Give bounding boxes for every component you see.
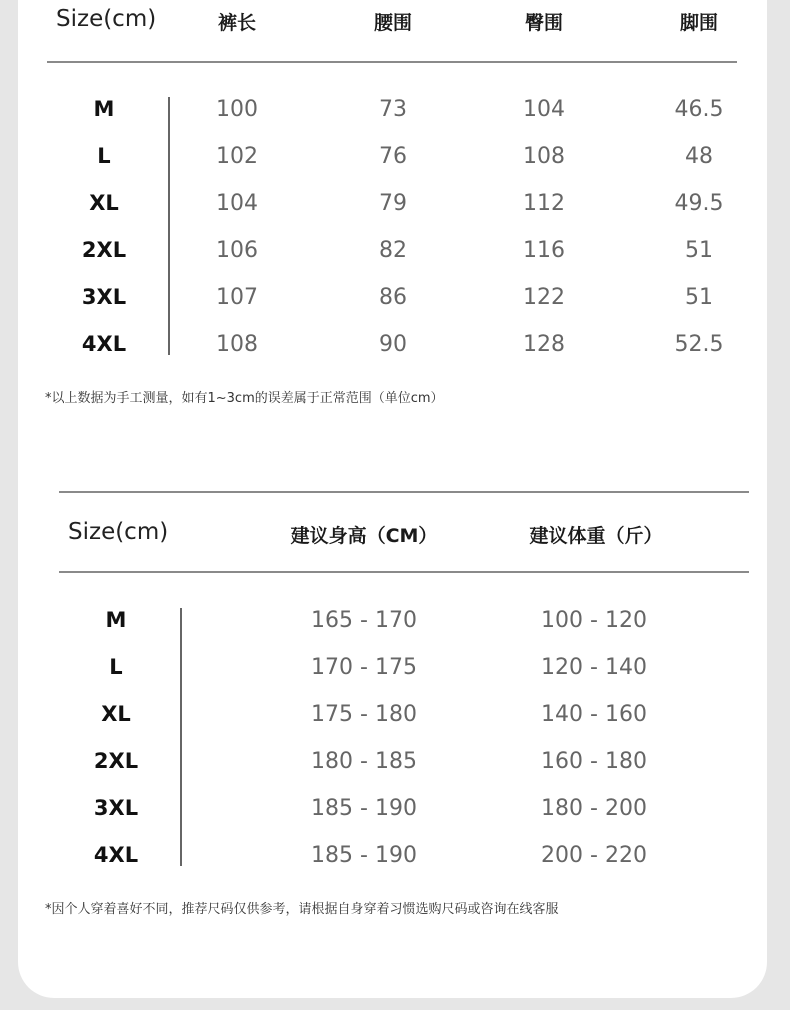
table-row bbox=[18, 97, 767, 137]
weight-range-cell: 120 - 140 bbox=[541, 655, 647, 680]
recommendation-table-header bbox=[18, 515, 767, 555]
waist-cell: 82 bbox=[379, 238, 407, 263]
size-cell: 2XL bbox=[93, 749, 139, 773]
header-leg-opening: 脚围 bbox=[679, 12, 719, 34]
header-waist: 腰围 bbox=[373, 12, 413, 34]
size-cell: XL bbox=[89, 191, 119, 215]
table-row bbox=[18, 655, 767, 695]
size-cell: L bbox=[109, 655, 123, 679]
table-row bbox=[18, 749, 767, 789]
recommendation-header-divider bbox=[59, 571, 749, 573]
leg-opening-cell: 49.5 bbox=[674, 191, 724, 216]
table-row bbox=[18, 144, 767, 184]
waist-cell: 73 bbox=[379, 97, 407, 122]
waist-cell: 86 bbox=[379, 285, 407, 310]
table-row bbox=[18, 238, 767, 278]
table-row bbox=[18, 796, 767, 836]
height-range-cell: 170 - 175 bbox=[311, 655, 417, 680]
measurement-note: *以上数据为手工测量，如有1~3cm的误差属于正常范围（单位cm） bbox=[45, 391, 444, 406]
hip-cell: 108 bbox=[523, 144, 565, 169]
size-cell: L bbox=[97, 144, 111, 168]
table-row bbox=[18, 608, 767, 648]
measurement-table-header bbox=[18, 0, 767, 50]
height-range-cell: 185 - 190 bbox=[311, 796, 417, 821]
weight-range-cell: 140 - 160 bbox=[541, 702, 647, 727]
hip-cell: 116 bbox=[523, 238, 565, 263]
size-cell: 3XL bbox=[81, 285, 127, 309]
height-range-cell: 165 - 170 bbox=[311, 608, 417, 633]
height-range-cell: 185 - 190 bbox=[311, 843, 417, 868]
size-cell: 3XL bbox=[93, 796, 139, 820]
leg-opening-cell: 48 bbox=[685, 144, 713, 169]
leg-opening-cell: 51 bbox=[685, 285, 713, 310]
header-hip: 臀围 bbox=[524, 12, 564, 34]
height-range-cell: 180 - 185 bbox=[311, 749, 417, 774]
header-size: Size(cm) bbox=[68, 519, 169, 545]
header-recommended-weight: 建议体重（斤） bbox=[529, 525, 663, 547]
size-chart-card bbox=[18, 0, 767, 998]
weight-range-cell: 200 - 220 bbox=[541, 843, 647, 868]
size-cell: M bbox=[105, 608, 127, 632]
size-cell: XL bbox=[101, 702, 131, 726]
waist-cell: 79 bbox=[379, 191, 407, 216]
waist-cell: 90 bbox=[379, 332, 407, 357]
hip-cell: 112 bbox=[523, 191, 565, 216]
leg-opening-cell: 46.5 bbox=[674, 97, 724, 122]
weight-range-cell: 100 - 120 bbox=[541, 608, 647, 633]
weight-range-cell: 180 - 200 bbox=[541, 796, 647, 821]
table-row bbox=[18, 285, 767, 325]
hip-cell: 128 bbox=[523, 332, 565, 357]
weight-range-cell: 160 - 180 bbox=[541, 749, 647, 774]
hip-cell: 122 bbox=[523, 285, 565, 310]
pants-length-cell: 104 bbox=[216, 191, 258, 216]
table-row bbox=[18, 702, 767, 742]
recommendation-top-divider bbox=[59, 491, 749, 493]
pants-length-cell: 106 bbox=[216, 238, 258, 263]
header-pants-length: 裤长 bbox=[217, 12, 257, 34]
leg-opening-cell: 52.5 bbox=[674, 332, 724, 357]
recommendation-note: *因个人穿着喜好不同，推荐尺码仅供参考，请根据自身穿着习惯选购尺码或咨询在线客服 bbox=[45, 902, 559, 917]
table-row bbox=[18, 332, 767, 372]
height-range-cell: 175 - 180 bbox=[311, 702, 417, 727]
pants-length-cell: 100 bbox=[216, 97, 258, 122]
header-divider bbox=[47, 61, 737, 63]
table-row bbox=[18, 843, 767, 883]
size-cell: 2XL bbox=[81, 238, 127, 262]
leg-opening-cell: 51 bbox=[685, 238, 713, 263]
waist-cell: 76 bbox=[379, 144, 407, 169]
header-size: Size(cm) bbox=[56, 6, 157, 32]
table-row bbox=[18, 191, 767, 231]
size-cell: 4XL bbox=[93, 843, 139, 867]
pants-length-cell: 102 bbox=[216, 144, 258, 169]
pants-length-cell: 108 bbox=[216, 332, 258, 357]
size-cell: 4XL bbox=[81, 332, 127, 356]
header-recommended-height: 建议身高（CM） bbox=[290, 525, 438, 547]
hip-cell: 104 bbox=[523, 97, 565, 122]
size-cell: M bbox=[93, 97, 115, 121]
pants-length-cell: 107 bbox=[216, 285, 258, 310]
